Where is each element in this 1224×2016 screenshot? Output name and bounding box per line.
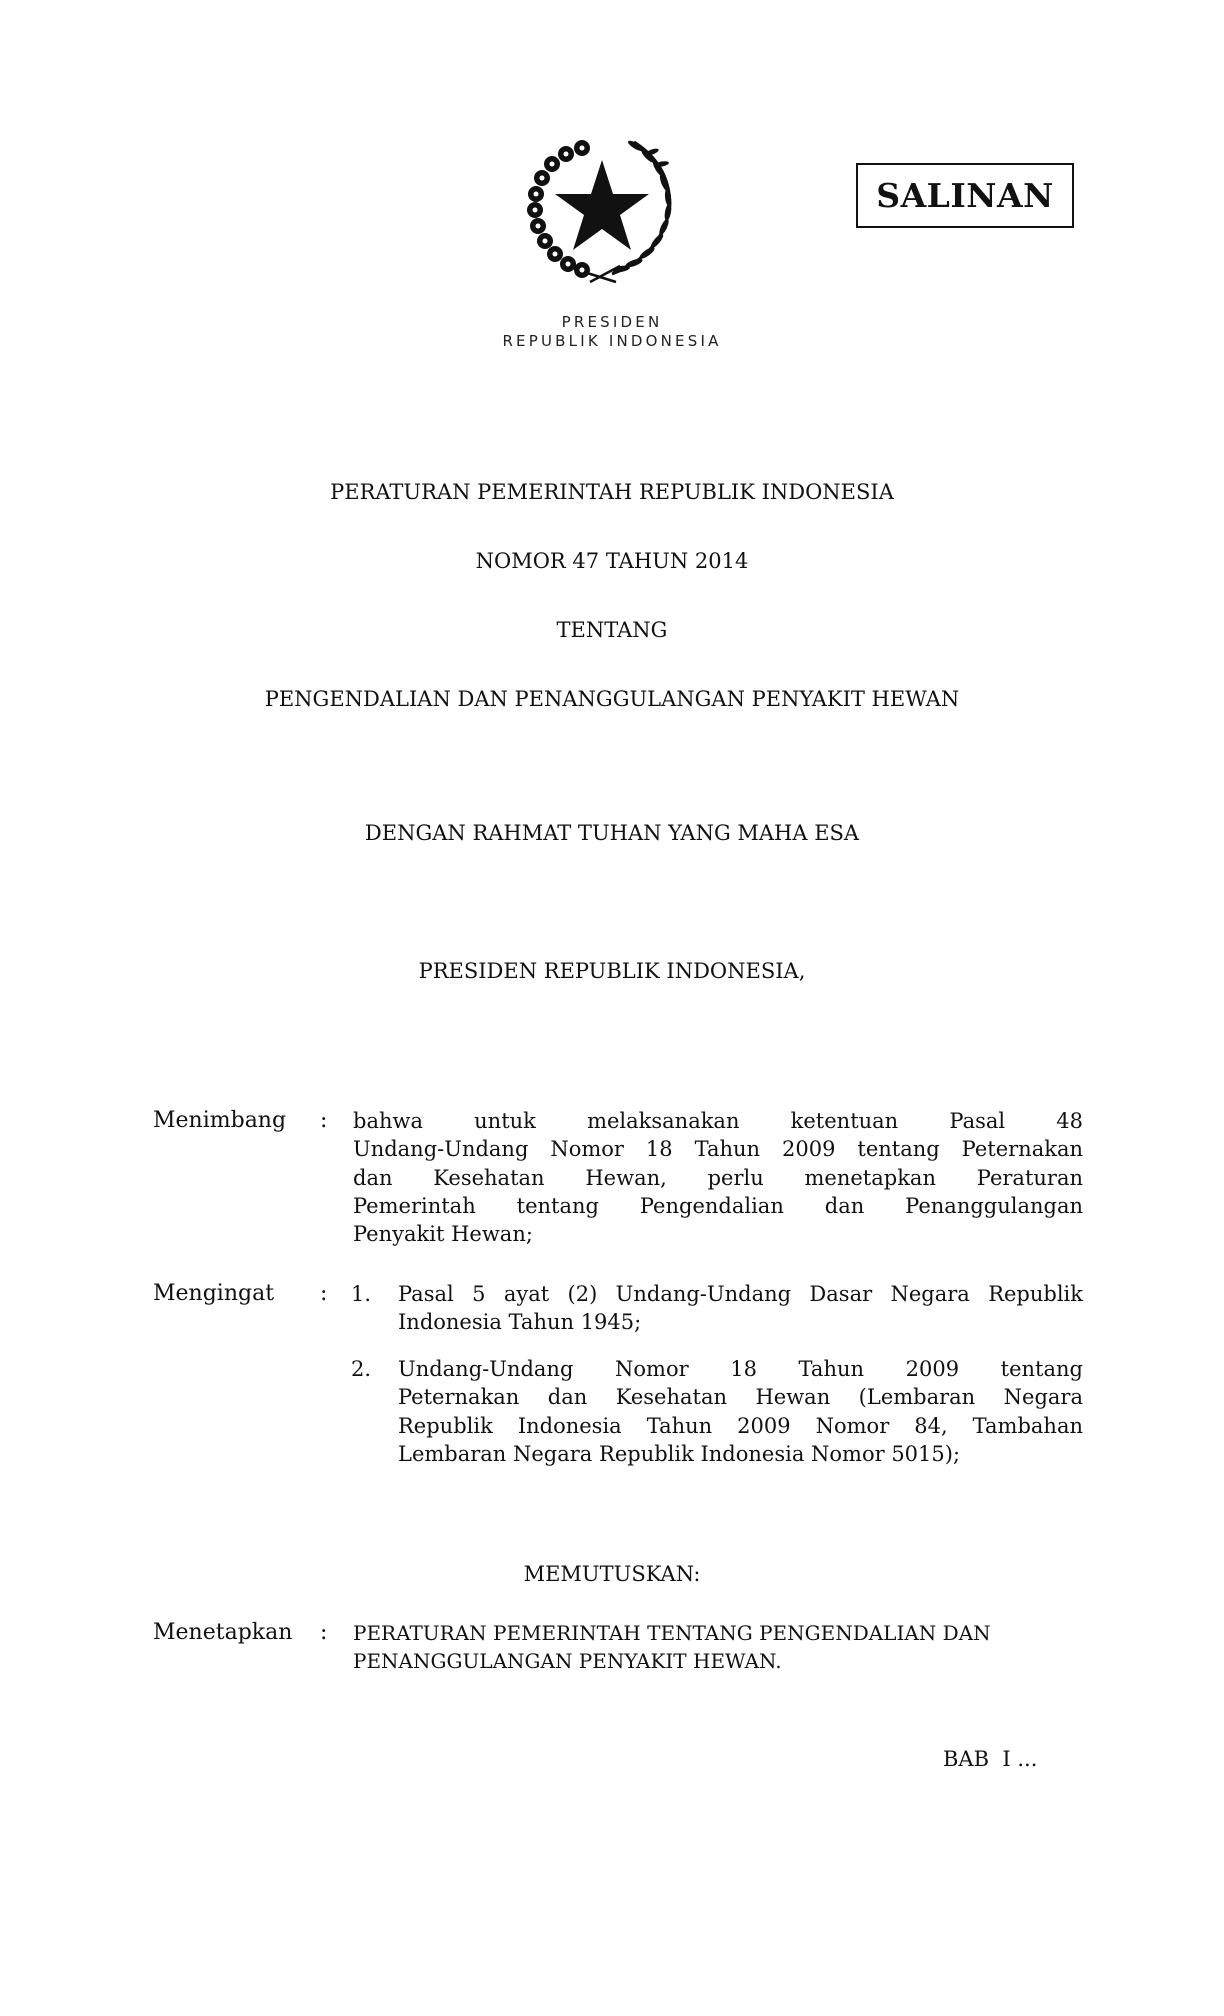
mengingat-item-line: Republik Indonesia Tahun 2009 Nomor 84, Tambahan [398,1413,1083,1438]
menimbang-line: dan Kesehatan Hewan, perlu menetapkan Peraturan [353,1165,1083,1190]
menimbang-line: Penyakit Hewan; [353,1222,533,1247]
mengingat-item-number: 1. [351,1282,372,1306]
invocation: DENGAN RAHMAT TUHAN YANG MAHA ESA [364,821,860,845]
mengingat-item-line: Peternakan dan Kesehatan Hewan (Lembaran Negara [398,1385,1083,1410]
menimbang-line: bahwa untuk melaksanakan ketentuan Pasal 48 [353,1109,1083,1133]
salinan-label: SALINAN [876,176,1054,215]
page-continuation: BAB I ... [943,1747,1038,1771]
title-line-subject: PENGENDALIAN DAN PENANGGULANGAN PENYAKIT HEWAN [264,687,960,711]
mengingat-item-line: Undang-Undang Nomor 18 Tahun 2009 tentang [398,1357,1083,1381]
mengingat-item-line: Lembaran Negara Republik Indonesia Nomor 5015); [398,1441,961,1466]
salinan-stamp [856,163,1074,228]
menetapkan-line: PENANGGULANGAN PENYAKIT HEWAN. [353,1649,782,1674]
menimbang-line: Undang-Undang Nomor 18 Tahun 2009 tentang Peternakan [353,1137,1083,1162]
decision-heading: MEMUTUSKAN: [523,1562,701,1586]
star-icon [555,160,649,250]
mengingat-item-2 [398,1355,1083,1468]
letterhead-line-republik: REPUBLIK INDONESIA [502,332,722,350]
mengingat-item-line: Indonesia Tahun 1945; [398,1310,642,1335]
presidential-emblem-icon [524,134,680,284]
title-line-number: NOMOR 47 TAHUN 2014 [475,549,749,573]
issuer: PRESIDEN REPUBLIK INDONESIA, [418,959,806,983]
mengingat-item-number: 2. [351,1357,372,1381]
menimbang-colon: : [320,1108,328,1133]
menetapkan-text [353,1619,1093,1676]
title-line-tentang: TENTANG [556,618,668,642]
menimbang-text [353,1107,1083,1248]
mengingat-item-1 [398,1280,1083,1337]
menetapkan-label: Menetapkan [153,1620,293,1645]
mengingat-item-line: Pasal 5 ayat (2) Undang-Undang Dasar Negara Republik [398,1282,1083,1306]
mengingat-colon: : [320,1281,328,1306]
menetapkan-line: PERATURAN PEMERINTAH TENTANG PENGENDALIAN DAN [353,1621,991,1645]
menetapkan-colon: : [320,1620,328,1645]
menimbang-label: Menimbang [153,1108,287,1133]
letterhead-line-presiden: PRESIDEN [561,313,663,331]
menimbang-line: Pemerintah tentang Pengendalian dan Penanggulangan [353,1193,1083,1218]
title-line-regulation: PERATURAN PEMERINTAH REPUBLIK INDONESIA [330,480,894,504]
mengingat-label: Mengingat [153,1281,275,1306]
